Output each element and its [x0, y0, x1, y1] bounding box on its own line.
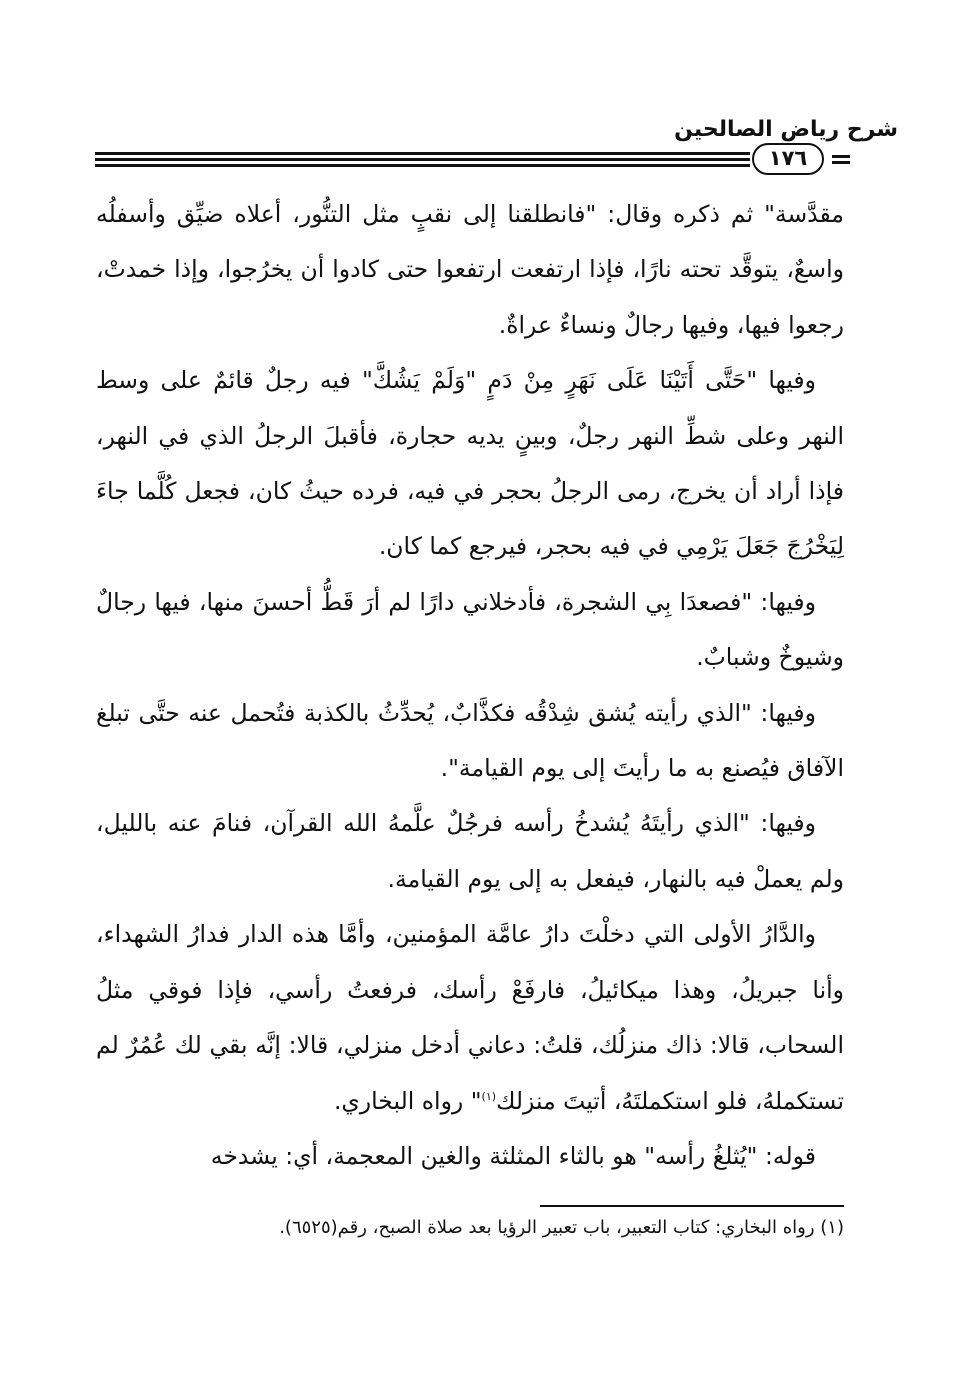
page-number: ١٧٦ — [752, 143, 824, 175]
paragraph: وفيها: "فصعدَا بِي الشجرة، فأدخلاني دارًا لم أرَ قَطُّ أحسنَ منها، فيها رجالٌ وشيوخٌ وشبابٌ. — [96, 587, 844, 672]
running-title: شرح رياض الصالحين — [674, 117, 898, 142]
paragraph: وفيها: "الذي رأيته يُشق شِدْقُه فكذَّابٌ، يُحدِّثُ بالكذبة فتُحمل عنه حتَّى تبلغ الآفاق فيُصنع به ما رأيتَ إلى يوم القيامة". — [96, 698, 844, 783]
footnote: (١) رواه البخاري: كتاب التعبير، باب تعبير الرؤيا بعد صلاة الصبح، رقم(٦٥٢٥). — [279, 1217, 844, 1238]
paragraph: وفيها: "الذي رأيتَهُ يُشدخُ رأسه فرجُلٌ علَّمهُ الله القرآن، فنامَ عنه بالليل، ولم يعملْ فيه بالنهار، فيفعل به إلى يوم القيامة. — [96, 809, 844, 893]
paragraph: وفيها "حَتَّى أَتَيْنَا عَلَى نَهَرٍ مِنْ دَمٍ "وَلَمْ يَشُكَّ" فيه رجلٌ قائمٌ على وسط النهر وعلى شطِّ النهر رجلٌ، وبينٍ يديه حجارة، فأقبلَ الرجلُ الذي في النهر، فإذا أراد أن يخرج، رمى الرجلُ بحجر في فيه، فرده حيثُ كان، فجعل كُلَّما جاءَ لِيَخْرُجَ جَعَلَ يَرْمِي في فيه بحجر، فيرجع كما كان. — [96, 366, 844, 561]
paragraph-with-footnote — [96, 907, 844, 1129]
paragraph: قوله: "يُثلغُ رأسه" هو بالثاء المثلثة والغين المعجمة، أي: يشدخه — [210, 1141, 816, 1170]
main-text — [96, 187, 844, 1184]
footnote-reference: (١) — [481, 1089, 497, 1103]
header-rule — [95, 152, 750, 168]
paragraph-text: والدَّارُ الأولى التي دخلْتَ دارُ عامَّة المؤمنين، وأمَّا هذه الدار فدارُ الشهداء، وأنا جبريلُ، وهذا ميكائيلُ، فارفَعْ رأسك، فرفعتُ رأسي، فإذا فوقي مثلُ السحاب، قالا: ذاك منزلُك، قلتُ: دعاني أدخل منزلي، قالا: إنَّه بقي لك عُمُرٌ لم تستكملهُ، فلو استكملتَهُ، أتيتَ منزلك — [96, 920, 844, 1115]
footnote-divider — [540, 1205, 844, 1207]
paragraph-tail: " رواه البخاري. — [333, 1086, 482, 1115]
paragraph: مقدَّسة" ثم ذكره وقال: "فانطلقنا إلى نقبٍ مثل التنُّور، أعلاه ضيِّق وأسفلُه واسعٌ، يتوقَّد تحته نارًا، فإذا ارتفعت ارتفعوا حتى كادوا أن يخرُجوا، وإذا خمدتْ، رجعوا فيها، وفيها رجالٌ ونساءٌ عراةٌ. — [96, 200, 844, 339]
header-ornament-mark — [832, 155, 850, 164]
